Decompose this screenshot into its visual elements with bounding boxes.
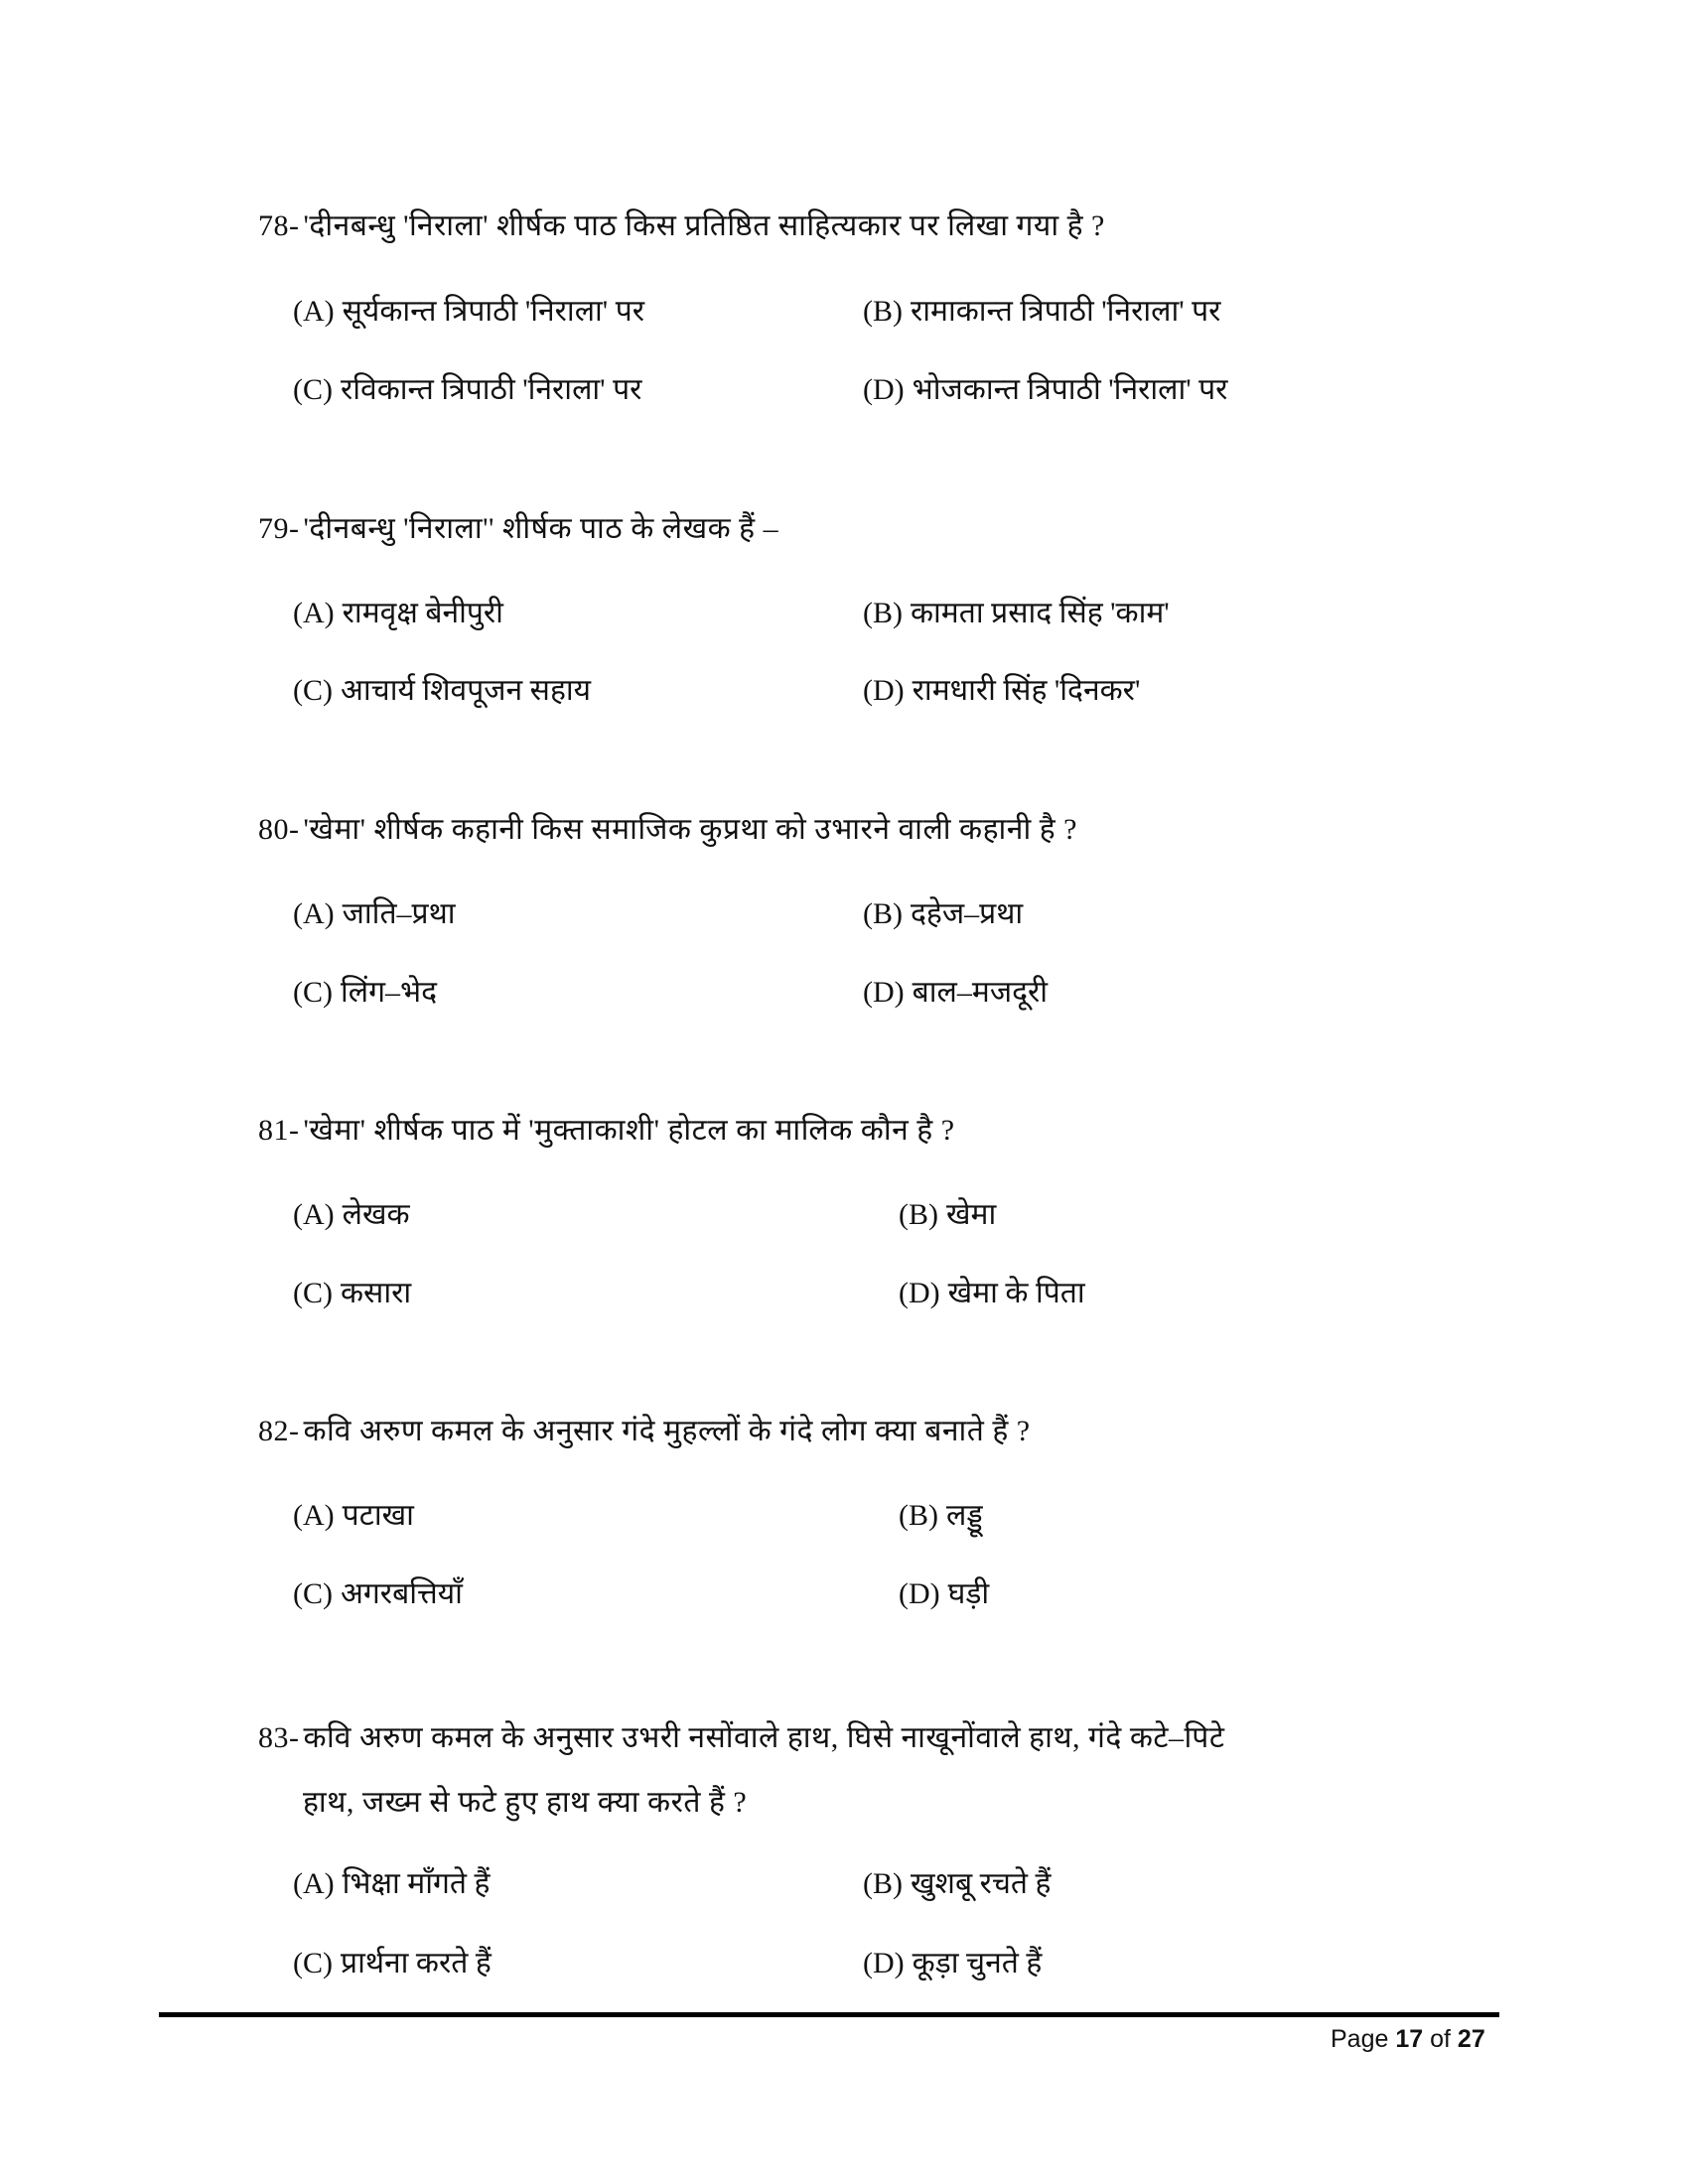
option-b — [863, 1869, 1051, 1899]
option-d — [863, 978, 1048, 1008]
footer-divider — [159, 2012, 1499, 2017]
option-letter: (B) — [863, 597, 903, 629]
option-text: भोजकान्त त्रिपाठी 'निराला' पर — [912, 373, 1228, 406]
page-of-label: of — [1430, 2025, 1451, 2053]
question-number: 83- — [258, 1721, 300, 1754]
option-d — [899, 1579, 989, 1609]
option-text: घड़ी — [947, 1577, 990, 1610]
option-letter: (D) — [863, 373, 905, 406]
option-text: पटाखा — [342, 1499, 414, 1532]
option-letter: (C) — [293, 1277, 333, 1309]
option-d — [863, 1949, 1042, 1979]
option-letter: (B) — [863, 897, 903, 930]
question-number: 78- — [258, 209, 300, 242]
option-c — [293, 978, 437, 1008]
question-stem: कवि अरुण कमल के अनुसार गंदे मुहल्लों के गंदे लोग क्या बनाते हैं ? — [303, 1415, 1031, 1447]
question-stem: 'दीनबन्धु 'निराला'' शीर्षक पाठ के लेखक हैं – — [303, 512, 779, 545]
option-text: रामाकान्त त्रिपाठी 'निराला' पर — [911, 295, 1221, 328]
option-text: कूड़ा चुनते हैं — [912, 1947, 1043, 1979]
option-letter: (B) — [863, 295, 903, 328]
option-text: लेखक — [342, 1198, 410, 1231]
option-a — [293, 1869, 490, 1899]
option-letter: (A) — [293, 897, 335, 930]
option-letter: (D) — [899, 1577, 940, 1610]
question-text — [258, 815, 1077, 845]
question-stem: 'दीनबन्धु 'निराला' शीर्षक पाठ किस प्रतिष्ठित साहित्यकार पर लिखा गया है ? — [303, 209, 1105, 242]
option-text: भिक्षा माँगते हैं — [342, 1867, 491, 1900]
question-stem: 'खेमा' शीर्षक कहानी किस समाजिक कुप्रथा को उभारने वाली कहानी है ? — [303, 813, 1077, 846]
option-a — [293, 1501, 414, 1531]
option-letter: (C) — [293, 976, 333, 1009]
option-text: खुशबू रचते हैं — [911, 1867, 1052, 1900]
question-stem: 'खेमा' शीर्षक पाठ में 'मुक्ताकाशी' होटल का मालिक कौन है ? — [303, 1114, 955, 1147]
option-letter: (A) — [293, 1499, 335, 1532]
option-letter: (A) — [293, 597, 335, 629]
option-letter: (C) — [293, 373, 333, 406]
option-d — [863, 375, 1227, 405]
question-number: 80- — [258, 813, 300, 846]
question-number: 79- — [258, 512, 300, 545]
option-b — [899, 1200, 996, 1230]
current-page: 17 — [1395, 2025, 1424, 2053]
option-d — [899, 1279, 1085, 1308]
option-a — [293, 899, 456, 929]
option-text: अगरबत्तियाँ — [341, 1577, 463, 1610]
option-a — [293, 1200, 410, 1230]
option-b — [863, 297, 1220, 327]
option-text: खेमा के पिता — [947, 1277, 1085, 1309]
option-c — [293, 375, 641, 405]
option-c — [293, 1579, 463, 1609]
option-c — [293, 676, 591, 706]
total-pages: 27 — [1457, 2025, 1485, 2053]
option-letter: (C) — [293, 1947, 333, 1979]
option-a — [293, 599, 503, 628]
option-letter: (B) — [863, 1867, 903, 1900]
option-text: बाल–मजदूरी — [912, 976, 1049, 1009]
option-letter: (B) — [899, 1499, 938, 1532]
option-text: प्रार्थना करते हैं — [341, 1947, 492, 1979]
option-text: कसारा — [341, 1277, 412, 1309]
option-letter: (D) — [863, 976, 905, 1009]
option-a — [293, 297, 644, 327]
option-letter: (D) — [899, 1277, 940, 1309]
question-text — [258, 1417, 1031, 1446]
question-text — [258, 211, 1105, 241]
option-d — [863, 676, 1140, 706]
option-b — [863, 899, 1023, 929]
option-c — [293, 1949, 492, 1979]
option-text: सूर्यकान्त त्रिपाठी 'निराला' पर — [342, 295, 645, 328]
question-text-continued: हाथ, जख्म से फटे हुए हाथ क्या करते हैं ? — [303, 1786, 748, 1819]
page-label: Page — [1331, 2025, 1389, 2053]
option-b — [863, 599, 1170, 628]
option-text: दहेज–प्रथा — [911, 897, 1024, 930]
option-letter: (D) — [863, 1947, 905, 1979]
option-c — [293, 1279, 411, 1308]
option-text: रामधारी सिंह 'दिनकर' — [912, 674, 1141, 707]
option-letter: (C) — [293, 1577, 333, 1610]
option-text: रामवृक्ष बेनीपुरी — [342, 597, 503, 629]
question-number: 81- — [258, 1114, 300, 1147]
option-letter: (A) — [293, 1198, 335, 1231]
option-letter: (A) — [293, 295, 335, 328]
option-text: कामता प्रसाद सिंह 'काम' — [911, 597, 1170, 629]
option-text: रविकान्त त्रिपाठी 'निराला' पर — [341, 373, 642, 406]
question-stem: कवि अरुण कमल के अनुसार उभरी नसोंवाले हाथ, घिसे नाखूनोंवाले हाथ, गंदे कटे–पिटे — [303, 1721, 1225, 1754]
option-letter: (D) — [863, 674, 905, 707]
page-number — [1331, 2025, 1485, 2054]
option-letter: (A) — [293, 1867, 335, 1900]
option-b — [899, 1501, 983, 1531]
question-text — [258, 1723, 1224, 1753]
option-letter: (B) — [899, 1198, 938, 1231]
option-text: जाति–प्रथा — [342, 897, 456, 930]
option-text: आचार्य शिवपूजन सहाय — [341, 674, 592, 707]
question-text — [258, 514, 778, 544]
option-text: लिंग–भेद — [341, 976, 438, 1009]
question-number: 82- — [258, 1415, 300, 1447]
option-text: खेमा — [946, 1198, 997, 1231]
question-text — [258, 1116, 955, 1146]
option-text: लड्डू — [946, 1499, 983, 1532]
option-letter: (C) — [293, 674, 333, 707]
